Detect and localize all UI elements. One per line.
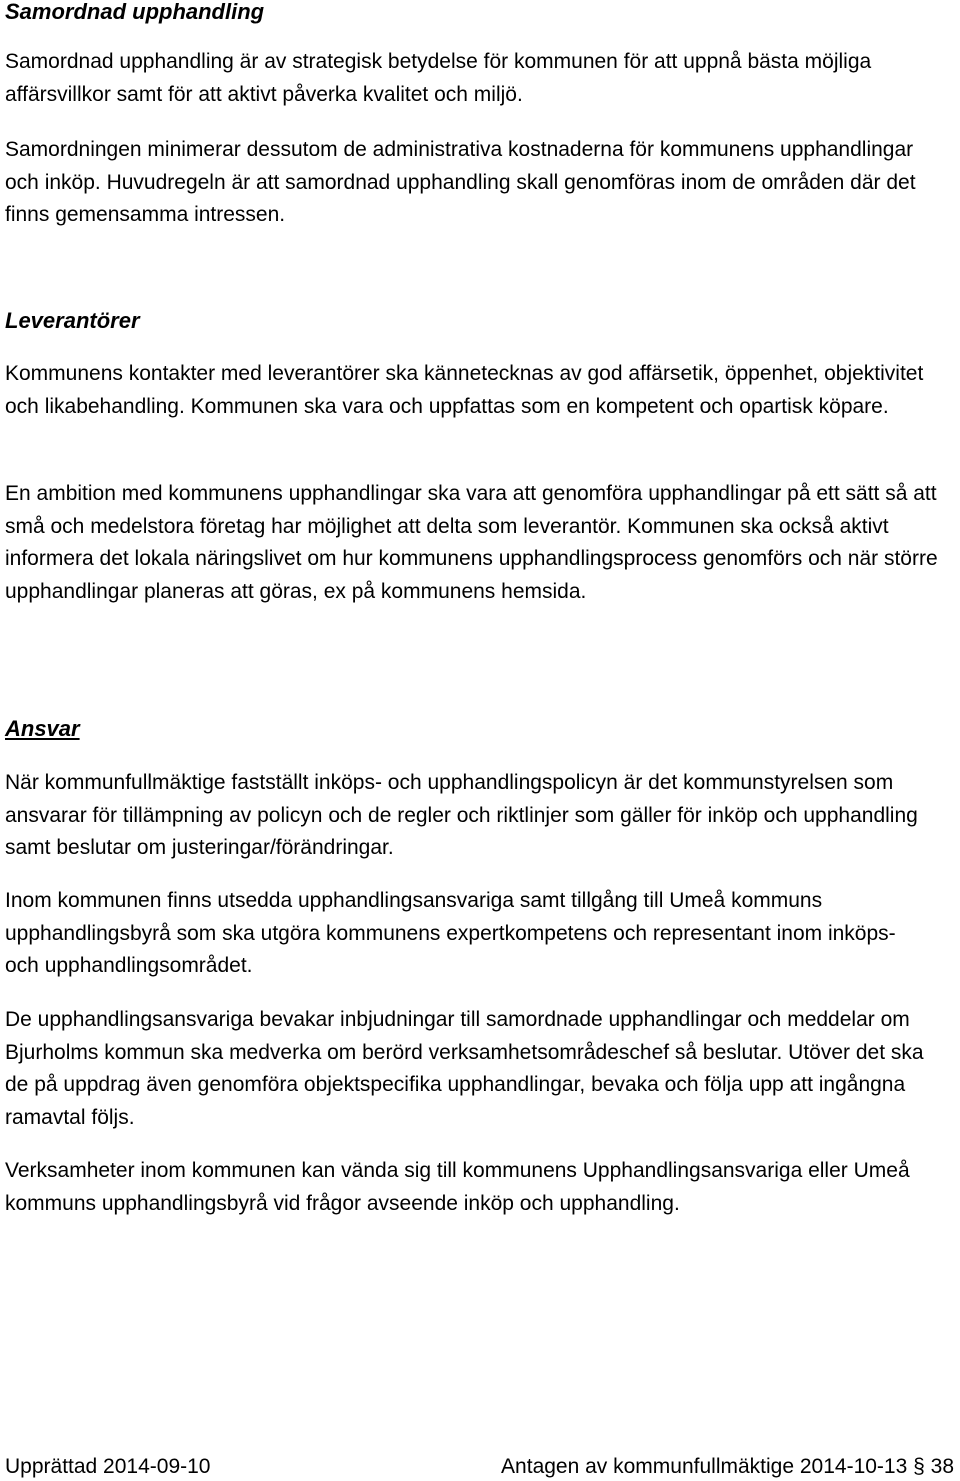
footer-created-date: Upprättad 2014-09-10 [5,1455,211,1478]
footer-adopted-note: Antagen av kommunfullmäktige 2014-10-13 § 38 [501,1455,954,1478]
paragraph: En ambition med kommunens upphandlingar ska vara att genomföra upphandlingar på ett sätt så att små och medelstora företag har möjlighet att delta som leverantör. Kommunen ska också aktivt informera det lokala näringslivet om hur kommunens upphandlingsprocess genomförs och när större upphandlingar planeras att göras, ex på kommunens hemsida. [5,482,938,603]
section-heading-ansvar: Ansvar [5,716,80,741]
paragraph: Inom kommunen finns utsedda upphandlingsansvariga samt tillgång till Umeå kommuns upphandlingsbyrå som ska utgöra kommunens expertkompetens och representant inom inköps- och upphandlingsområdet. [5,889,896,977]
paragraph: Samordningen minimerar dessutom de administrativa kostnaderna för kommunens upphandlingar och inköp. Huvudregeln är att samordnad upphandling skall genomföras inom de områden där det finns gemensamma intressen. [5,138,916,226]
paragraph: Samordnad upphandling är av strategisk betydelse för kommunen för att uppnå bästa möjliga affärsvillkor samt för att aktivt påverka kvalitet och miljö. [5,50,872,106]
paragraph: Verksamheter inom kommunen kan vända sig till kommunens Upphandlingsansvariga eller Umeå kommuns upphandlingsbyrå vid frågor avseende inköp och upphandling. [5,1159,910,1215]
paragraph: När kommunfullmäktige fastställt inköps- och upphandlingspolicyn är det kommunstyrelsen som ansvarar för tillämpning av policyn och de regler och riktlinjer som gäller för inköp och upphandling samt beslutar om justeringar/förändringar. [5,771,918,859]
section-heading-samordnad-upphandling: Samordnad upphandling [5,0,265,24]
paragraph: De upphandlingsansvariga bevakar inbjudningar till samordnade upphandlingar och meddelar om Bjurholms kommun ska medverka om berörd verksamhetsområdeschef så beslutar. Utöver det ska de på uppdrag även genomföra objektspecifika upphandlingar, bevaka och följa upp att ingångna ramavtal följs. [5,1008,924,1129]
section-heading-leverantorer: Leverantörer [5,308,140,333]
paragraph: Kommunens kontakter med leverantörer ska kännetecknas av god affärsetik, öppenhet, objektivitet och likabehandling. Kommunen ska vara och uppfattas som en kompetent och opartisk köpare. [5,362,924,418]
